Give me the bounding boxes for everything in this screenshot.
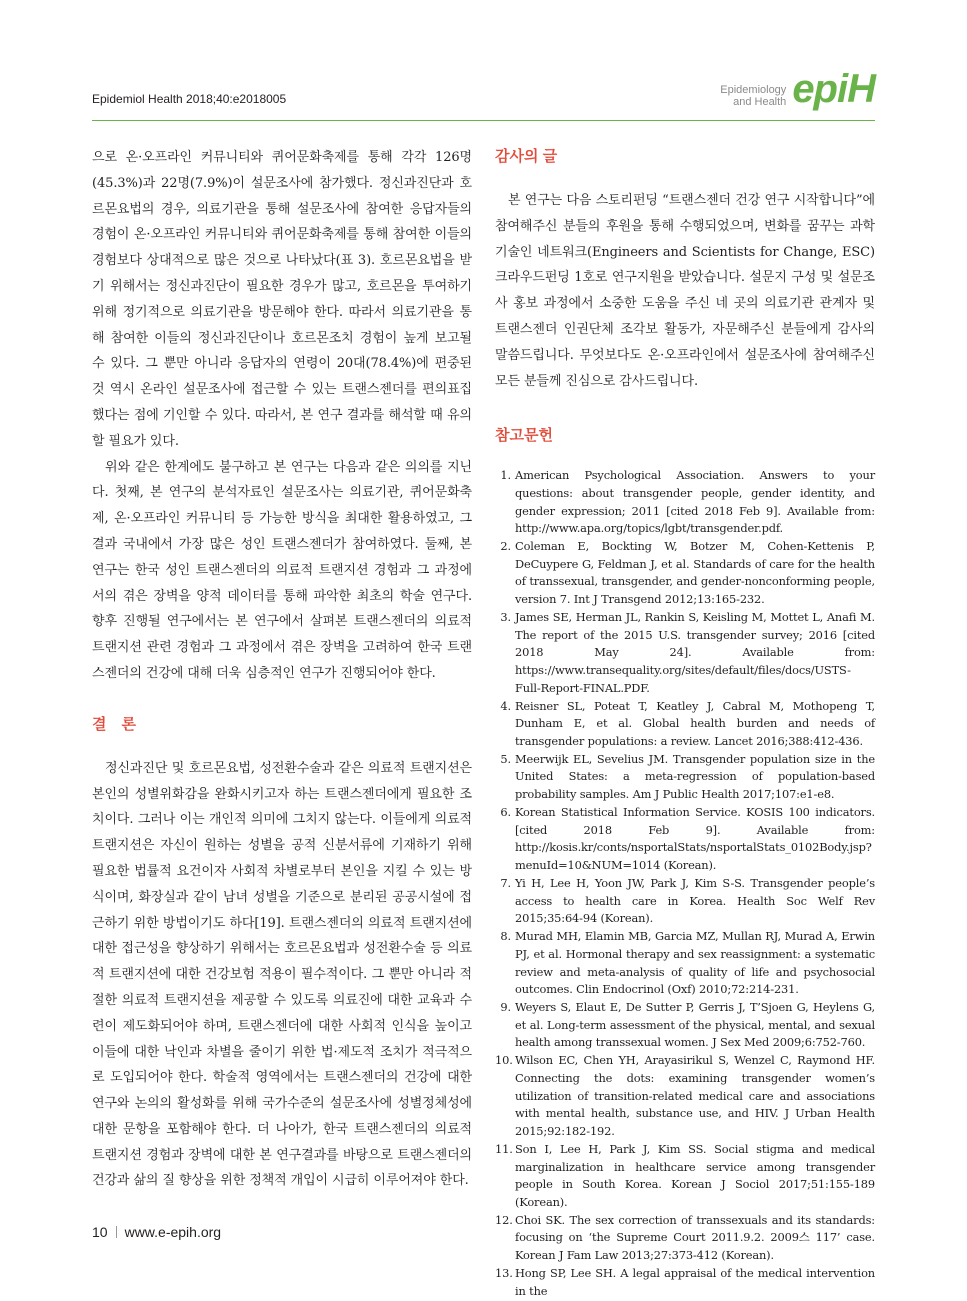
header-rule: [92, 120, 875, 121]
reference-item: [495, 1052, 875, 1140]
reference-text: Reisner SL, Poteat T, Keatley J, Cabral M, Mothopeng T, Dunham E, et al. Global health burden and needs of transgender populations: a review. Lancet 2016;388:412-436.: [515, 698, 875, 748]
reference-text: Yi H, Lee H, Yoon JW, Park J, Kim S-S. Transgender people’s access to health care in Korea. Health Soc Welf Rev 2015;35:64-94 (Korean).: [515, 876, 875, 926]
reference-text: Meerwijk EL, Sevelius JM. Transgender population size in the United States: a meta-regression of population-based probability samples. Am J Public Health 2017;107:e1-e8.: [515, 751, 875, 802]
reference-text: Wilson EC, Chen YH, Arayasirikul S, Wenzel C, Raymond HF. Connecting the dots: examining transgender women’s utilization of transition-related medical care and associations with mental health, substance use, and HIV. J Urban Health 2015;92:182-192.: [515, 1053, 875, 1138]
reference-text: James SE, Herman JL, Rankin S, Keisling M, Mottet L, Anafi M. The report of the 2015 U.S. transgender survey; 2016 [cited 2018 May 24]. Available from: https://www.transequality.org/sites/default/files/docs/USTS-Full-Report-FINAL.PDF.: [515, 610, 875, 695]
reference-number: 10.: [495, 1053, 513, 1068]
logo-line-2: and Health: [733, 96, 787, 108]
reference-item: [495, 538, 875, 608]
page-number: 10: [92, 1224, 108, 1240]
reference-number: 11.: [495, 1141, 513, 1156]
section-title-references: 참고문헌: [495, 427, 553, 445]
reference-text: Choi SK. The sex correction of transsexuals and its standards: focusing on ‘the Supreme Court 2011.9.2. 2009스 117’ case. Korean J Fam Law 2013;27:373-412 (Korean).: [515, 1212, 875, 1262]
footer-divider: [116, 1226, 117, 1238]
running-header-citation: Epidemiol Health 2018;40:e2018005: [92, 92, 287, 106]
reference-text: Hong SP, Lee SH. A legal appraisal of the medical intervention in the: [515, 1266, 875, 1298]
logo-line-1: Epidemiology: [720, 84, 787, 96]
reference-item: [495, 875, 875, 928]
reference-number: 6.: [500, 805, 511, 820]
reference-item: [495, 751, 875, 804]
paragraph: 본 연구는 다음 스토리펀딩 “트랜스젠더 건강 연구 시작합니다”에 참여해주신 분들의 후원을 통해 수행되었으며, 변화를 꿈꾸는 과학기술인 네트워크(Engineers and Scientists for Change, ESC) 크라우드펀딩 1호로 연구지원을 받았습니다. 설문지 구성 및 설문조사 홍보 과정에서 소중한 도움을 주신 네 곳의 의료기관 관계자 및 트랜스젠더 인권단체 조각보 활동가, 자문해주신 분들에게 감사의 말씀드립니다. 무엇보다도 온·오프라인에서 설문조사에 참여해주신 모든 분들께 진심으로 감사드립니다.: [495, 193, 875, 389]
reference-item: [495, 698, 875, 751]
reference-number: 9.: [500, 1000, 511, 1015]
section-title-conclusion: 결 론: [92, 715, 136, 733]
reference-text: Coleman E, Bockting W, Botzer M, Cohen-Kettenis P, DeCuypere G, Feldman J, et al. Standards of care for the health of transsexual, transgender, and gender-nonconforming people, version 7. Int J Transgend 2012;13:165-232.: [515, 539, 875, 607]
section-title-acknowledgement: 감사의 글: [495, 148, 558, 165]
reference-number: 1.: [500, 468, 511, 483]
paragraph: 정신과진단 및 호르몬요법, 성전환수술과 같은 의료적 트랜지션은 본인의 성별위화감을 완화시키고자 하는 트랜스젠더에게 필요한 조치이다. 그러나 이는 개인적 의미에 그치지 않는다. 이들에게 의료적 트랜지션은 자신이 원하는 성별을 공적 신분서류에 기재하기 위해 필요한 법률적 요건이자 사회적 차별로부터 본인을 지킬 수 있는 방식이며, 화장실과 같이 남녀 성별을 기준으로 분리된 공공시설에 접근하기 위한 방법이기도 하다[19]. 트랜스젠더의 의료적 트랜지션에 대한 접근성을 향상하기 위해서는 호르몬요법과 성전환수술 등 의료적 트랜지션에 대한 건강보험 적용이 필수적이다. 그 뿐만 아니라 적절한 의료적 트랜지션을 제공할 수 있도록 의료진에 대한 교육과 수련이 제도화되어야 하며, 트랜스젠더에 대한 사회적 인식을 높이고 이들에 대한 낙인과 차별을 줄이기 위한 법·제도적 조치가 적극적으로 도입되어야 한다. 학술적 영역에서는 트랜스젠더의 건강에 대한 연구와 논의의 활성화를 위해 국가수준의 설문조사에 성별정체성에 대한 문항을 포함해야 한다. 더 나아가, 한국 트랜스젠더의 의료적 트랜지션 경험과 장벽에 대한 본 연구결과를 바탕으로 트랜스젠더의 건강과 삶의 질 향상을 위한 정책적 개입이 시급히 이루어져야 한다.: [92, 760, 472, 1189]
left-column: [92, 145, 472, 1194]
reference-number: 13.: [495, 1266, 513, 1281]
reference-number: 7.: [500, 876, 511, 891]
reference-item: [495, 804, 875, 874]
journal-website: www.e-epih.org: [124, 1224, 222, 1240]
reference-list: [495, 467, 875, 1300]
reference-text: Son I, Lee H, Park J, Kim SS. Social stigma and medical marginalization in healthcare service among transgender people in South Korea. Korean J Sociol 2017;51:155-189 (Korean).: [515, 1141, 875, 1209]
page-footer: [92, 1224, 221, 1240]
paragraph: 으로 온·오프라인 커뮤니티와 퀴어문화축제를 통해 각각 126명(45.3%)과 22명(7.9%)이 설문조사에 참가했다. 정신과진단과 호르몬요법의 경우, 의료기관을 통해 설문조사에 참여한 응답자들의 경험이 온·오프라인 커뮤니티와 퀴어문화축제를 통해 참여한 이들의 경험보다 상대적으로 많은 것으로 나타났다(표 3). 호르몬요법을 받기 위해서는 정신과진단이 필요한 경우가 많고, 호르몬을 투여하기 위해 정기적으로 의료기관을 방문해야 한다. 따라서 의료기관을 통해 참여한 이들의 정신과진단이나 호르몬조치 경험이 높게 보고될 수 있다. 그 뿐만 아니라 응답자의 연령이 20대(78.4%)에 편중된 것 역시 온라인 설문조사에 접근할 수 있는 트랜스젠더를 편의표집했다는 점에 기인할 수 있다. 따라서, 본 연구 결과를 해석할 때 유의할 필요가 있다.: [92, 150, 472, 449]
right-column: [495, 145, 875, 1301]
reference-number: 8.: [500, 929, 511, 944]
reference-number: 12.: [495, 1212, 513, 1227]
reference-text: American Psychological Association. Answers to your questions: about transgender people, gender identity, and gender expression; 2011 [cited 2018 Feb 9]. Available from: http://www.apa.org/topics/lgbt/transgender.pdf.: [515, 468, 875, 536]
reference-text: Murad MH, Elamin MB, Garcia MZ, Mullan RJ, Murad A, Erwin PJ, et al. Hormonal therapy and sex reassignment: a systematic review and meta-analysis of quality of life and psychosocial outcomes. Clin Endocrinol (Oxf) 2010;72:214-231.: [515, 929, 875, 997]
reference-item: [495, 1141, 875, 1211]
logo-mark: epiH: [792, 67, 875, 111]
reference-item: [495, 1212, 875, 1265]
logo-subtitle: [720, 84, 786, 108]
journal-logo: [720, 67, 875, 111]
paragraph: 위와 같은 한계에도 불구하고 본 연구는 다음과 같은 의의를 지닌다. 첫째, 본 연구의 분석자료인 설문조사는 의료기관, 퀴어문화축제, 온·오프라인 커뮤니티 등 가능한 방식을 최대한 활용하였고, 그 결과 국내에서 가장 많은 성인 트랜스젠더가 참여하였다. 둘째, 본 연구는 한국 성인 트랜스젠더의 의료적 트랜지션 경험과 그 과정에서의 겪은 장벽을 양적 데이터를 통해 파악한 최초의 학술 연구다. 향후 진행될 연구에서는 본 연구에서 살펴본 트랜스젠더의 의료적 트랜지션 관련 경험과 그 과정에서 겪은 장벽을 고려하여 한국 트랜스젠더의 건강에 대해 더욱 심층적인 연구가 진행되어야 한다.: [92, 459, 472, 681]
reference-item: [495, 999, 875, 1052]
reference-number: 2.: [500, 539, 511, 554]
reference-item: [495, 1265, 875, 1300]
reference-number: 5.: [500, 751, 511, 766]
reference-item: [495, 467, 875, 537]
reference-text: Korean Statistical Information Service. KOSIS 100 indicators. [cited 2018 Feb 9]. Available from: http://kosis.kr/conts/nsportalStats/nsportalStats_0102Body.jsp?menuId=10&NUM=1014 (Korean).: [515, 805, 875, 872]
reference-item: [495, 928, 875, 998]
reference-text: Weyers S, Elaut E, De Sutter P, Gerris J, T’Sjoen G, Heylens G, et al. Long-term assessment of the physical, mental, and sexual health among transsexual women. J Sex Med 2009;6:752-760.: [515, 1000, 875, 1050]
reference-item: [495, 609, 875, 697]
reference-number: 4.: [500, 698, 511, 713]
reference-number: 3.: [500, 610, 511, 625]
